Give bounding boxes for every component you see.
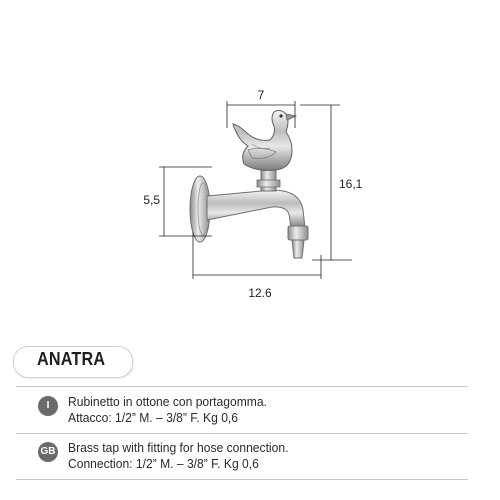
dimension-bottom-length-label: 12.6 xyxy=(248,286,272,300)
description-it-line-2: Attacco: 1/2” M. – 3/8” F. Kg 0,6 xyxy=(68,410,239,425)
divider-title xyxy=(16,386,468,387)
description-it-line-1: Rubinetto in ottone con portagomma. xyxy=(68,394,267,409)
description-english xyxy=(38,440,478,476)
divider-languages xyxy=(16,433,468,434)
description-gb-line-1: Brass tap with fitting for hose connection. xyxy=(68,440,289,455)
description-gb-line-2: Connection: 1/2” M. – 3/8” F. Kg 0,6 xyxy=(68,456,259,471)
description-italian xyxy=(38,394,478,430)
language-badge-it: I xyxy=(38,396,58,416)
dimension-right-height xyxy=(300,105,363,260)
divider-bottom xyxy=(16,479,468,480)
dimension-left-height-label: 5,5 xyxy=(143,193,160,207)
dimension-right-height-label: 16,1 xyxy=(339,177,363,191)
dimension-top-width-label: 7 xyxy=(257,88,265,102)
product-title: ANATRA xyxy=(37,349,106,369)
language-badge-gb: GB xyxy=(38,442,58,462)
